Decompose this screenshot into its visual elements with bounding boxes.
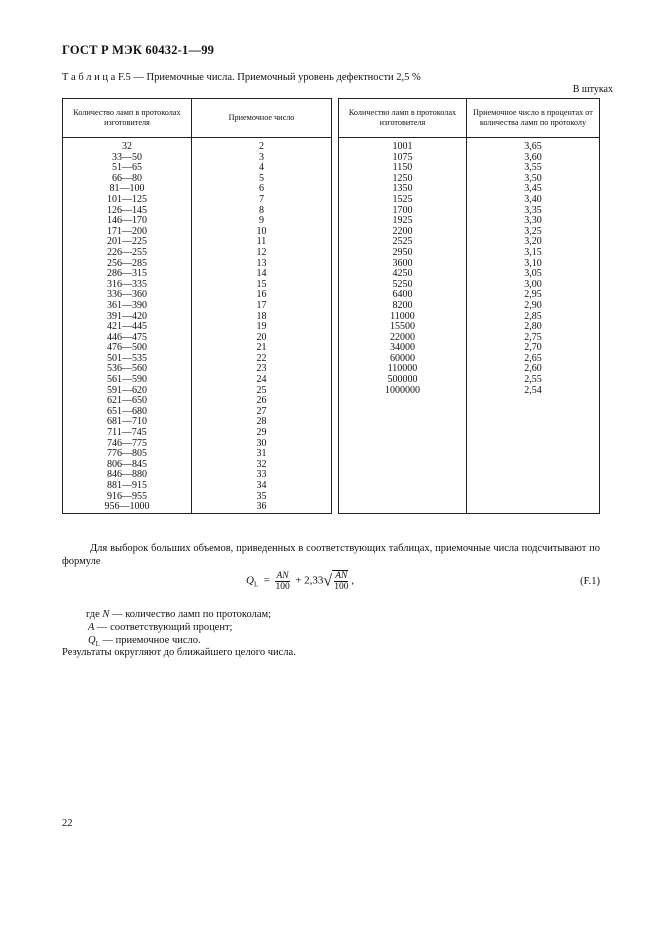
left-table-row [63, 492, 332, 503]
left-table-row [63, 206, 332, 217]
left-table-value-cell: 32 [192, 460, 332, 471]
left-table-quantity-cell: 33—50 [63, 153, 192, 164]
formula-frac-num: AN [276, 570, 289, 581]
right-table-quantity-cell: 1150 [339, 163, 467, 174]
formula-sqrt [323, 570, 348, 592]
right-table-row [339, 290, 600, 301]
left-table-value-cell: 18 [192, 312, 332, 323]
right-table-filler-cell [467, 396, 600, 514]
left-table-row [63, 290, 332, 301]
left-table-value-cell: 17 [192, 301, 332, 312]
formula-frac-den: 100 [275, 581, 290, 592]
left-table-row [63, 153, 332, 164]
right-table-value-cell: 2,95 [467, 290, 600, 301]
left-table-value-cell: 26 [192, 396, 332, 407]
sqrt-icon: √ [323, 572, 333, 590]
left-table-row [63, 481, 332, 492]
right-table-value-cell: 3,30 [467, 216, 600, 227]
left-table-value-cell: 25 [192, 386, 332, 397]
left-table-quantity-cell: 956—1000 [63, 502, 192, 513]
left-table-row [63, 460, 332, 471]
formula-sqrt-fraction [334, 571, 348, 592]
left-table-value-cell: 8 [192, 206, 332, 217]
right-table-quantity-cell: 1350 [339, 184, 467, 195]
formula-lhs: Q [246, 574, 254, 587]
units-label: В штуках [572, 84, 613, 95]
left-table-row [63, 333, 332, 344]
document-header: ГОСТ Р МЭК 60432-1—99 [62, 43, 215, 57]
left-table-row [63, 163, 332, 174]
left-table-value-cell: 4 [192, 163, 332, 174]
left-table-quantity-cell: 446—475 [63, 333, 192, 344]
right-table-row [339, 280, 600, 291]
left-table-quantity-cell: 101—125 [63, 195, 192, 206]
left-table-quantity-cell: 776—805 [63, 449, 192, 460]
left-table-row [63, 227, 332, 238]
right-table-row [339, 364, 600, 375]
right-table-row [339, 163, 600, 174]
formula-sqrt-num: AN [335, 571, 348, 581]
left-header-acceptance: Приемочное число [192, 99, 332, 138]
right-table-quantity-cell: 3600 [339, 259, 467, 270]
left-table-quantity-cell: 226—255 [63, 248, 192, 259]
left-table-value-cell: 30 [192, 439, 332, 450]
left-table-value-cell: 22 [192, 354, 332, 365]
left-table-value-cell: 11 [192, 237, 332, 248]
formula-number: (F.1) [580, 576, 600, 587]
definitions [88, 608, 271, 651]
right-table-quantity-cell: 5250 [339, 280, 467, 291]
left-table-row [63, 428, 332, 439]
right-table-value-cell: 2,85 [467, 312, 600, 323]
right-table-value-cell: 3,50 [467, 174, 600, 185]
left-table-value-cell: 3 [192, 153, 332, 164]
right-table-value-cell: 3,40 [467, 195, 600, 206]
right-table-value-cell: 2,65 [467, 354, 600, 365]
formula [246, 570, 354, 592]
right-table-quantity-cell: 1925 [339, 216, 467, 227]
left-table-quantity-cell: 81—100 [63, 184, 192, 195]
left-table-row [63, 237, 332, 248]
formula-eq: = [263, 574, 270, 587]
right-table-row [339, 248, 600, 259]
right-table-value-cell: 3,10 [467, 259, 600, 270]
result-note: Результаты округляют до ближайшего целого числа. [62, 647, 296, 658]
right-table-value-cell: 3,15 [467, 248, 600, 259]
right-table-value-cell: 3,65 [467, 138, 600, 153]
definition-q: $Q_L$ — приемочное число. [88, 635, 201, 649]
left-table-row [63, 184, 332, 195]
right-table-quantity-cell: 34000 [339, 343, 467, 354]
left-table-quantity-cell: 51—65 [63, 163, 192, 174]
right-table-row [339, 216, 600, 227]
right-table-row [339, 227, 600, 238]
table-caption-label: Т а б л и ц а [62, 72, 116, 83]
right-table-value-cell: 3,35 [467, 206, 600, 217]
left-table-quantity-cell: 361—390 [63, 301, 192, 312]
formula-lhs-sub: L [253, 580, 259, 589]
right-table-quantity-cell: 60000 [339, 354, 467, 365]
right-table-row [339, 269, 600, 280]
left-table-value-cell: 5 [192, 174, 332, 185]
left-header-quantity: Количество ламп в протоколах изготовителя [63, 99, 192, 138]
left-table-value-cell: 15 [192, 280, 332, 291]
left-table-value-cell: 16 [192, 290, 332, 301]
right-table-row [339, 138, 600, 153]
right-table-quantity-cell: 1525 [339, 195, 467, 206]
left-table-quantity-cell: 286—315 [63, 269, 192, 280]
left-table-quantity-cell: 32 [63, 138, 192, 153]
right-table [338, 98, 600, 514]
left-table-row [63, 364, 332, 375]
left-table-value-cell: 10 [192, 227, 332, 238]
left-table-quantity-cell: 126—145 [63, 206, 192, 217]
right-table-row [339, 184, 600, 195]
right-table-quantity-cell: 1000000 [339, 386, 467, 397]
left-table [62, 98, 332, 514]
left-table-quantity-cell: 201—225 [63, 237, 192, 248]
left-table-row [63, 386, 332, 397]
left-table-row [63, 312, 332, 323]
left-table-quantity-cell: 66—80 [63, 174, 192, 185]
table-caption-text: F.5 — Приемочные числа. Приемочный уровень дефектности 2,5 % [117, 72, 421, 83]
left-table-quantity-cell: 391—420 [63, 312, 192, 323]
definition-n: где N — количество ламп по протоколам; [86, 609, 272, 620]
left-table-quantity-cell: 881—915 [63, 481, 192, 492]
right-table-quantity-cell: 1250 [339, 174, 467, 185]
left-table-row [63, 248, 332, 259]
left-table-row [63, 375, 332, 386]
right-table-value-cell: 3,20 [467, 237, 600, 248]
left-table-row [63, 280, 332, 291]
right-table-row [339, 386, 600, 397]
right-table-value-cell: 2,90 [467, 301, 600, 312]
left-table-row [63, 470, 332, 481]
left-table-value-cell: 35 [192, 492, 332, 503]
left-table-value-cell: 12 [192, 248, 332, 259]
right-table-value-cell: 3,00 [467, 280, 600, 291]
right-table-quantity-cell: 2525 [339, 237, 467, 248]
right-table-row [339, 312, 600, 323]
left-table-value-cell: 19 [192, 322, 332, 333]
left-table-value-cell: 20 [192, 333, 332, 344]
left-table-quantity-cell: 561—590 [63, 375, 192, 386]
left-table-quantity-cell: 501—535 [63, 354, 192, 365]
left-table-row [63, 216, 332, 227]
right-table-value-cell: 2,60 [467, 364, 600, 375]
left-table-value-cell: 21 [192, 343, 332, 354]
left-table-quantity-cell: 336—360 [63, 290, 192, 301]
right-table-quantity-cell: 4250 [339, 269, 467, 280]
formula-sqrt-den: 100 [334, 582, 349, 592]
left-table-quantity-cell: 316—335 [63, 280, 192, 291]
left-table-row [63, 343, 332, 354]
left-table-quantity-cell: 916—955 [63, 492, 192, 503]
left-table-value-cell: 13 [192, 259, 332, 270]
left-table-value-cell: 2 [192, 138, 332, 153]
right-table-quantity-cell: 6400 [339, 290, 467, 301]
right-table-row [339, 333, 600, 344]
left-table-quantity-cell: 476—500 [63, 343, 192, 354]
formula-fraction [275, 571, 289, 592]
left-table-row [63, 174, 332, 185]
left-table-row [63, 407, 332, 418]
left-table-value-cell: 28 [192, 417, 332, 428]
left-table-row [63, 301, 332, 312]
right-table-quantity-cell: 8200 [339, 301, 467, 312]
right-table-quantity-cell: 22000 [339, 333, 467, 344]
definition-a: A — соответствующий процент; [88, 622, 233, 633]
left-table-quantity-cell: 591—620 [63, 386, 192, 397]
formula-plus: + 2,33 [295, 574, 324, 587]
left-table-quantity-cell: 681—710 [63, 417, 192, 428]
left-table-value-cell: 31 [192, 449, 332, 460]
left-table-value-cell: 27 [192, 407, 332, 418]
right-table-row [339, 322, 600, 333]
right-table-filler-cell [339, 396, 467, 514]
left-table-value-cell: 33 [192, 470, 332, 481]
right-table-row [339, 343, 600, 354]
left-table-row [63, 449, 332, 460]
left-table-value-cell: 9 [192, 216, 332, 227]
left-table-quantity-cell: 146—170 [63, 216, 192, 227]
right-table-value-cell: 2,55 [467, 375, 600, 386]
left-table-quantity-cell: 711—745 [63, 428, 192, 439]
right-table-row [339, 153, 600, 164]
right-table-quantity-cell: 500000 [339, 375, 467, 386]
left-table-quantity-cell: 256—285 [63, 259, 192, 270]
right-table-row [339, 174, 600, 185]
formula-intro-paragraph: Для выборок больших объемов, приведенных в соответствующих таблицах, приемочные числа подсчитывают по формуле [62, 543, 600, 567]
left-table-value-cell: 24 [192, 375, 332, 386]
left-table-value-cell: 6 [192, 184, 332, 195]
left-table-value-cell: 34 [192, 481, 332, 492]
right-table-row [339, 195, 600, 206]
right-table-row [339, 237, 600, 248]
right-table-value-cell: 3,05 [467, 269, 600, 280]
right-table-quantity-cell: 110000 [339, 364, 467, 375]
right-table-value-cell: 2,54 [467, 386, 600, 397]
left-table-value-cell: 36 [192, 502, 332, 513]
right-table-value-cell: 3,45 [467, 184, 600, 195]
table-caption [62, 72, 421, 83]
left-table-quantity-cell: 536—560 [63, 364, 192, 375]
right-table-quantity-cell: 1075 [339, 153, 467, 164]
left-table-row [63, 195, 332, 206]
left-table-row [63, 322, 332, 333]
left-table-quantity-cell: 846—880 [63, 470, 192, 481]
left-table-quantity-cell: 806—845 [63, 460, 192, 471]
left-table-quantity-cell: 621—650 [63, 396, 192, 407]
page-number: 22 [62, 818, 73, 829]
right-table-value-cell: 3,25 [467, 227, 600, 238]
right-table-quantity-cell: 2200 [339, 227, 467, 238]
right-table-quantity-cell: 1700 [339, 206, 467, 217]
left-table-row [63, 502, 332, 513]
right-table-quantity-cell: 1001 [339, 138, 467, 153]
right-table-row [339, 375, 600, 386]
right-table-value-cell: 3,60 [467, 153, 600, 164]
left-table-quantity-cell: 171—200 [63, 227, 192, 238]
left-table-value-cell: 7 [192, 195, 332, 206]
right-table-row [339, 206, 600, 217]
right-table-value-cell: 3,55 [467, 163, 600, 174]
right-table-quantity-cell: 11000 [339, 312, 467, 323]
right-table-value-cell: 2,70 [467, 343, 600, 354]
left-table-row [63, 417, 332, 428]
left-table-row [63, 138, 332, 153]
left-table-row [63, 259, 332, 270]
right-table-row [339, 301, 600, 312]
left-table-quantity-cell: 746—775 [63, 439, 192, 450]
right-table-value-cell: 2,75 [467, 333, 600, 344]
left-table-value-cell: 29 [192, 428, 332, 439]
left-table-row [63, 269, 332, 280]
left-table-value-cell: 23 [192, 364, 332, 375]
right-header-quantity: Количество ламп в протоколах изготовителя [339, 99, 467, 138]
right-table-row [339, 354, 600, 365]
right-table-row [339, 259, 600, 270]
right-table-quantity-cell: 15500 [339, 322, 467, 333]
right-header-percent: Приемочное число в процентах от количества ламп по протоколу [467, 99, 600, 138]
left-table-row [63, 354, 332, 365]
left-table-row [63, 439, 332, 450]
left-table-quantity-cell: 651—680 [63, 407, 192, 418]
formula-tail: , [351, 574, 354, 587]
left-table-value-cell: 14 [192, 269, 332, 280]
right-table-filler-row [339, 396, 600, 514]
left-table-quantity-cell: 421—445 [63, 322, 192, 333]
left-table-row [63, 396, 332, 407]
right-table-quantity-cell: 2950 [339, 248, 467, 259]
right-table-value-cell: 2,80 [467, 322, 600, 333]
